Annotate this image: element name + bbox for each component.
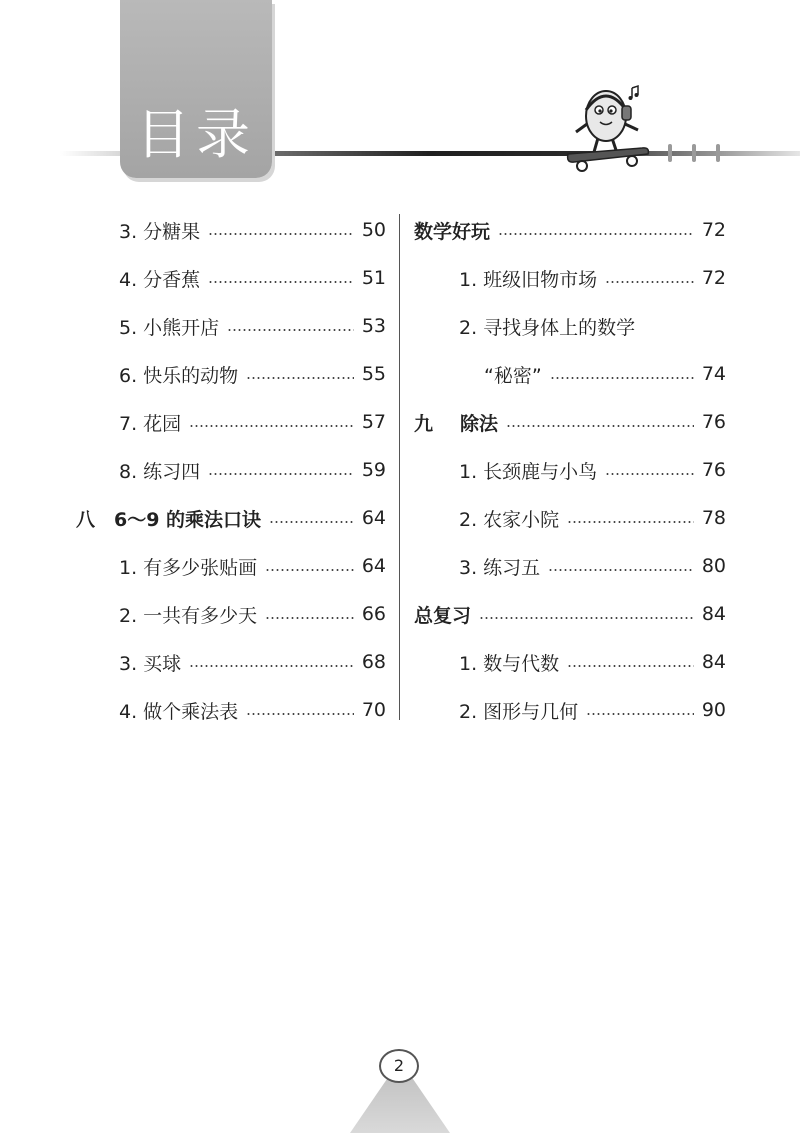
toc-leader-dots [246,377,354,379]
toc-entry[interactable] [414,494,726,542]
toc-entry[interactable] [414,542,726,590]
toc-entry-label: 8. 练习四 [119,460,201,483]
toc-chapter-entry[interactable] [414,590,726,638]
toc-entry-page: 90 [701,699,726,721]
toc-entry[interactable] [414,446,726,494]
toc-entry[interactable] [76,638,386,686]
toc-leader-dots [265,569,354,571]
toc-entry[interactable] [76,254,386,302]
toc-leader-dots [498,233,694,235]
toc-leader-dots [586,713,694,715]
chapter-title: 6～9 的乘法口诀 [114,508,262,531]
toc-leader-dots [506,425,694,427]
toc-leader-dots [548,569,694,571]
ruler-ticks-icon [660,138,740,168]
page-number: 2 [379,1049,419,1083]
toc-entry-label: 1. 班级旧物市场 [459,268,598,291]
toc-left-column [76,206,386,734]
toc-leader-dots [479,617,694,619]
toc-entry[interactable] [76,590,386,638]
toc-entry-continuation[interactable] [414,350,726,398]
toc-entry[interactable] [414,638,726,686]
toc-entry[interactable] [76,542,386,590]
chapter-title: 总复习 [414,604,472,627]
toc-leader-dots [246,713,354,715]
toc-leader-dots [189,425,354,427]
title-tab [120,0,272,178]
toc-entry-page: 84 [701,651,726,673]
toc-entry-label: “秘密” [484,364,542,387]
toc-entry[interactable] [76,446,386,494]
toc-entry-label: 4. 做个乘法表 [119,700,239,723]
toc-entry[interactable] [76,398,386,446]
toc-entry-page: 68 [361,651,386,673]
toc-entry-label: 2. 图形与几何 [459,700,579,723]
toc-leader-dots [208,473,354,475]
toc-entry-page: 64 [361,507,386,529]
toc-entry[interactable] [414,686,726,734]
toc-entry-label: 3. 练习五 [459,556,541,579]
toc-leader-dots [605,281,694,283]
toc-entry-label: 6. 快乐的动物 [119,364,239,387]
chapter-title: 除法 [460,412,499,435]
toc-entry-page: 50 [361,219,386,241]
toc-entry-label: 1. 有多少张贴画 [119,556,258,579]
toc-leader-dots [269,521,354,523]
toc-entry-page: 72 [701,267,726,289]
toc-leader-dots [550,377,694,379]
toc-entry-page: 72 [701,219,726,241]
toc-entry-label: 5. 小熊开店 [119,316,220,339]
toc-entry-page: 84 [701,603,726,625]
toc-entry-label: 3. 买球 [119,652,182,675]
toc-leader-dots [567,665,694,667]
toc-chapter-entry[interactable] [414,206,726,254]
toc-entry-page: 53 [361,315,386,337]
toc-leader-dots [208,233,354,235]
toc-entry-page: 55 [361,363,386,385]
toc-chapter-heading [414,409,498,436]
toc-entry[interactable] [76,302,386,350]
toc-entry-label: 1. 长颈鹿与小鸟 [459,460,598,483]
toc-entry-label: 2. 寻找身体上的数学 [459,316,636,339]
toc-entry-label: 2. 农家小院 [459,508,560,531]
toc-entry[interactable] [414,302,726,350]
toc-entry-page: 74 [701,363,726,385]
toc-leader-dots [567,521,694,523]
toc-leader-dots [227,329,354,331]
toc-entry-page: 64 [361,555,386,577]
column-divider [399,214,400,720]
chapter-number: 九 [414,412,434,435]
toc-chapter-heading [76,505,261,532]
chapter-number: 八 [76,508,96,531]
toc-entry-page: 76 [701,459,726,481]
toc-entry[interactable] [76,206,386,254]
toc-entry-page: 57 [361,411,386,433]
toc-entry-page: 80 [701,555,726,577]
toc-leader-dots [265,617,354,619]
toc-leader-dots [208,281,354,283]
header-rule-left [60,151,120,156]
toc-leader-dots [605,473,694,475]
toc-leader-dots [189,665,354,667]
toc-chapter-entry[interactable] [76,494,386,542]
toc-entry-page: 59 [361,459,386,481]
toc-entry-label: 7. 花园 [119,412,182,435]
toc-entry-label: 4. 分香蕉 [119,268,201,291]
toc-entry[interactable] [76,686,386,734]
toc-entry-label: 3. 分糖果 [119,220,201,243]
toc-chapter-entry[interactable] [414,398,726,446]
toc-entry-label: 2. 一共有多少天 [119,604,258,627]
toc-right-column [414,206,726,734]
skateboard-mascot-icon [560,78,660,178]
toc-entry-page: 78 [701,507,726,529]
toc-entry-page: 51 [361,267,386,289]
toc-entry-page: 66 [361,603,386,625]
toc-entry-page: 76 [701,411,726,433]
toc-entry-page: 70 [361,699,386,721]
toc-entry[interactable] [76,350,386,398]
page-title: 目录 [136,103,256,166]
toc-entry-label: 1. 数与代数 [459,652,560,675]
toc-entry[interactable] [414,254,726,302]
chapter-title: 数学好玩 [414,220,491,243]
